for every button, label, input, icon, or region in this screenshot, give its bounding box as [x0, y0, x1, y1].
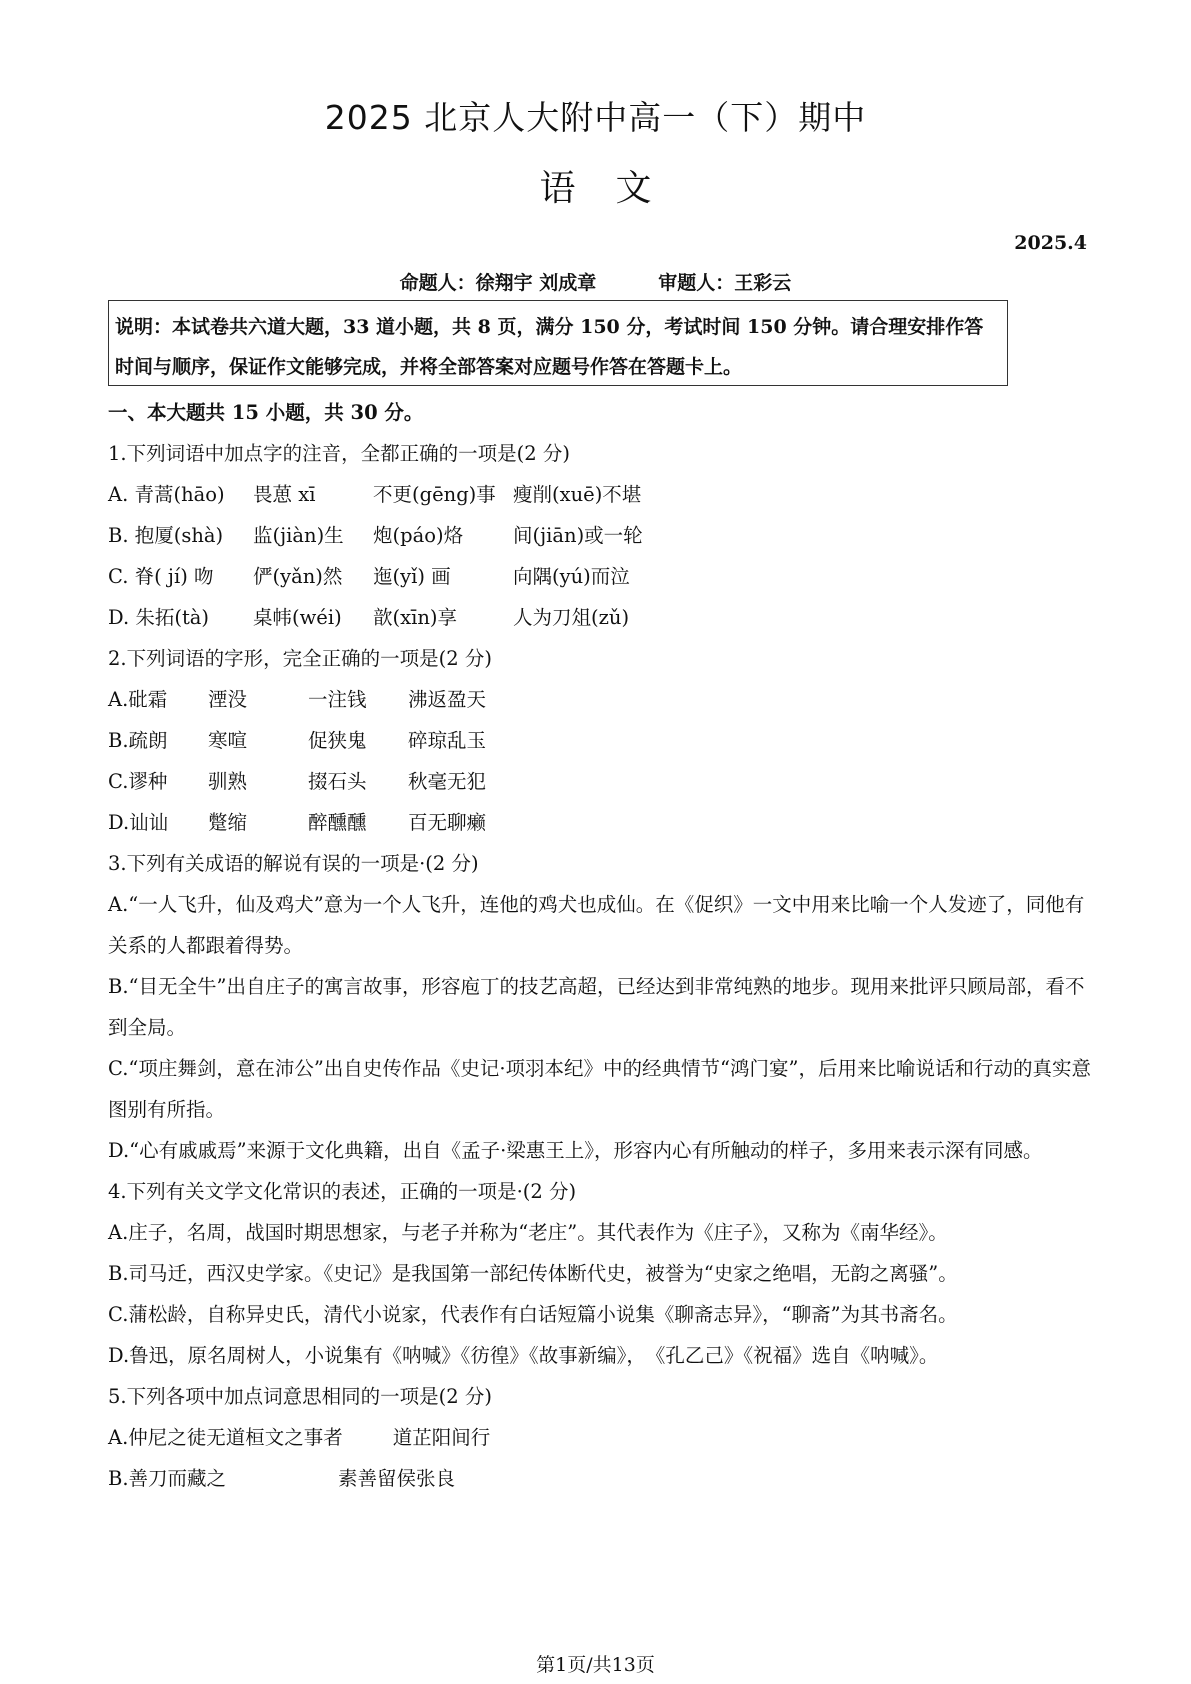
- q2-c-2: 驯熟: [208, 770, 248, 793]
- q1-a-1: A. 青蒿(hāo): [108, 483, 225, 506]
- q2-c-1: C.谬种: [108, 770, 168, 793]
- q5-option-a: [108, 1417, 1098, 1458]
- instructions-box: 说明：本试卷共六道大题，33 道小题，共 8 页，满分 150 分，考试时间 150 分钟。请合理安排作答时间与顺序，保证作文能够完成，并将全部答案对应题号作答在答题卡上。: [108, 300, 1008, 386]
- q1-a-4: 瘦削(xuē)不堪: [513, 483, 642, 506]
- q5-a-1: A.仲尼之徒无道桓文之事者: [108, 1426, 343, 1449]
- q1-d-3: 歆(xīn)享: [373, 606, 458, 629]
- q5-option-b: [108, 1458, 1098, 1499]
- q1-stem: 1.下列词语中加点字的注音，全都正确的一项是(2 分): [108, 442, 570, 465]
- q1-d-2: 桌帏(wéi): [253, 606, 342, 629]
- setter-names: 命题人：徐翔宇 刘成章: [399, 272, 597, 294]
- q2-option-a: [108, 679, 1098, 720]
- q1-c-1: C. 脊( jí) 吻: [108, 565, 214, 588]
- q3-option-d: D.“心有戚戚焉”来源于文化典籍，出自《孟子·梁惠王上》，形容内心有所触动的样子，多用来表示深有同感。: [108, 1139, 1043, 1162]
- q1-option-c: [108, 556, 1098, 597]
- q2-option-d: [108, 802, 1098, 843]
- q4-option-d: D.鲁迅，原名周树人，小说集有《呐喊》《彷徨》《故事新编》， 《孔乙己》《祝福》选自《呐喊》。: [108, 1344, 939, 1367]
- page-number: 第1页/共13页: [536, 1654, 655, 1676]
- q2-b-2: 寒喧: [208, 729, 248, 752]
- question-body: [108, 392, 1098, 1499]
- q2-d-3: 醉醺醺: [308, 811, 367, 834]
- q4-option-b: B.司马迁，西汉史学家。《史记》是我国第一部纪传体断代史，被誉为“史家之绝唱，无韵之离骚”。: [108, 1262, 958, 1285]
- q1-option-d: [108, 597, 1098, 638]
- q2-b-1: B.疏朗: [108, 729, 168, 752]
- q2-c-4: 秋毫无犯: [408, 770, 487, 793]
- q3-option-b: B.“目无全牛”出自庄子的寓言故事，形容庖丁的技艺高超，已经达到非常纯熟的地步。现用来批评只顾局部，看不到全局。: [108, 975, 1085, 1039]
- q2-option-c: [108, 761, 1098, 802]
- q5-a-2: 道芷阳间行: [392, 1426, 491, 1449]
- q1-d-1: D. 朱拓(tà): [108, 606, 210, 629]
- q4-option-c: C.蒲松龄，自称异史氏，清代小说家，代表作有白话短篇小说集《聊斋志异》，“聊斋”为其书斋名。: [108, 1303, 958, 1326]
- q1-c-4: 向隅(yú)而泣: [513, 565, 630, 588]
- q5-b-1: B.善刀而藏之: [108, 1467, 227, 1490]
- q4-option-a: A.庄子，名周，战国时期思想家，与老子并称为“老庄”。其代表作为《庄子》，又称为《南华经》。: [108, 1221, 948, 1244]
- q3-stem: 3.下列有关成语的解说有误的一项是·(2 分): [108, 852, 479, 875]
- q2-a-1: A.砒霜: [108, 688, 168, 711]
- q2-stem: 2.下列词语的字形，完全正确的一项是(2 分): [108, 647, 492, 670]
- q1-option-a: [108, 474, 1098, 515]
- q1-b-1: B. 抱厦(shà): [108, 524, 224, 547]
- q2-d-2: 蹩缩: [208, 811, 248, 834]
- q1-d-4: 人为刀俎(zǔ): [513, 606, 630, 629]
- q3-option-a: A.“一人飞升，仙及鸡犬”意为一个人飞升，连他的鸡犬也成仙。在《促织》一文中用来比喻一个人发迹了，同他有关系的人都跟着得势。: [108, 893, 1085, 957]
- q1-a-2: 畏葸 xī: [253, 483, 316, 506]
- q1-c-3: 迤(yǐ) 画: [373, 565, 451, 588]
- reviewer-name: 审题人：王彩云: [658, 272, 792, 294]
- exam-date: 2025.4: [1014, 232, 1087, 254]
- q2-a-4: 沸返盈天: [408, 688, 487, 711]
- q2-d-4: 百无聊癞: [408, 811, 487, 834]
- q2-d-1: D.讪讪: [108, 811, 169, 834]
- subject-title: 语文: [539, 168, 692, 209]
- exam-title: 2025 北京人大附中高一（下）期中: [324, 98, 867, 137]
- authors-line: [0, 268, 1191, 295]
- q3-option-c: C.“项庄舞剑，意在沛公”出自史传作品《史记·项羽本纪》中的经典情节“鸿门宴”，后用来比喻说话和行动的真实意图别有所指。: [108, 1057, 1091, 1121]
- q5-b-2: 素善留侯张良: [338, 1467, 456, 1490]
- q1-c-2: 俨(yǎn)然: [253, 565, 343, 588]
- q4-stem: 4.下列有关文学文化常识的表述，正确的一项是·(2 分): [108, 1180, 577, 1203]
- q2-b-3: 促狭鬼: [308, 729, 367, 752]
- section-heading: 一、本大题共 15 小题，共 30 分。: [108, 401, 424, 424]
- q2-c-3: 掇石头: [308, 770, 367, 793]
- q1-b-2: 监(jiàn)生: [253, 524, 344, 547]
- q2-a-2: 湮没: [208, 688, 248, 711]
- q1-a-3: 不更(gēng)事: [373, 483, 496, 506]
- q5-stem: 5.下列各项中加点词意思相同的一项是(2 分): [108, 1385, 492, 1408]
- q2-option-b: [108, 720, 1098, 761]
- q1-b-4: 间(jiān)或一轮: [513, 524, 643, 547]
- q2-b-4: 碎琼乱玉: [408, 729, 487, 752]
- q1-b-3: 炮(páo)烙: [373, 524, 464, 547]
- q1-option-b: [108, 515, 1098, 556]
- q2-a-3: 一注钱: [308, 688, 367, 711]
